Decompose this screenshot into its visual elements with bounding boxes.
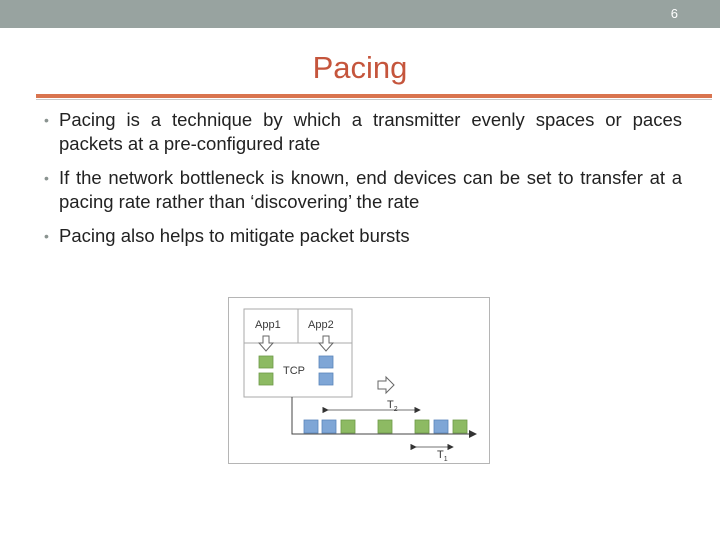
pacing-diagram-svg [228,297,490,464]
t2-sub: 2 [393,406,398,413]
bullet-text: Pacing is a technique by which a transmitter evenly spaces or paces packets at a pre-configured rate [59,109,682,154]
packet-green [259,373,273,385]
slide-title: Pacing [312,50,408,85]
packet-blue [434,420,448,433]
bullet-item [42,224,682,248]
bullet-list [42,108,682,258]
packet-blue [322,420,336,433]
page-number: 6 [670,6,678,21]
packet-blue [319,373,333,385]
packet-blue [319,356,333,368]
app1-label: App1 [255,319,281,331]
bullet-item [42,108,682,156]
packet-green [341,420,355,433]
packet-blue [304,420,318,433]
app2-label: App2 [308,319,334,331]
packet-green [378,420,392,433]
bullet-dot-icon: • [44,228,49,244]
packet-green [415,420,429,433]
packet-green [259,356,273,368]
packet-green [453,420,467,433]
bullet-item [42,166,682,214]
t2-base: T [387,399,394,411]
title-underline [36,94,712,98]
title-underline-thin [36,99,712,100]
top-bar [0,0,720,28]
t1-sub: 1 [443,456,448,463]
bullet-text: Pacing also helps to mitigate packet bursts [59,225,410,246]
pacing-diagram [228,297,490,464]
bullet-dot-icon: • [44,112,49,128]
tcp-label: TCP [283,365,305,377]
bullet-text: If the network bottleneck is known, end devices can be set to transfer at a pacing rate rather than ‘discovering’ the rate [59,167,682,212]
bullet-dot-icon: • [44,170,49,186]
t1-base: T [437,449,444,461]
